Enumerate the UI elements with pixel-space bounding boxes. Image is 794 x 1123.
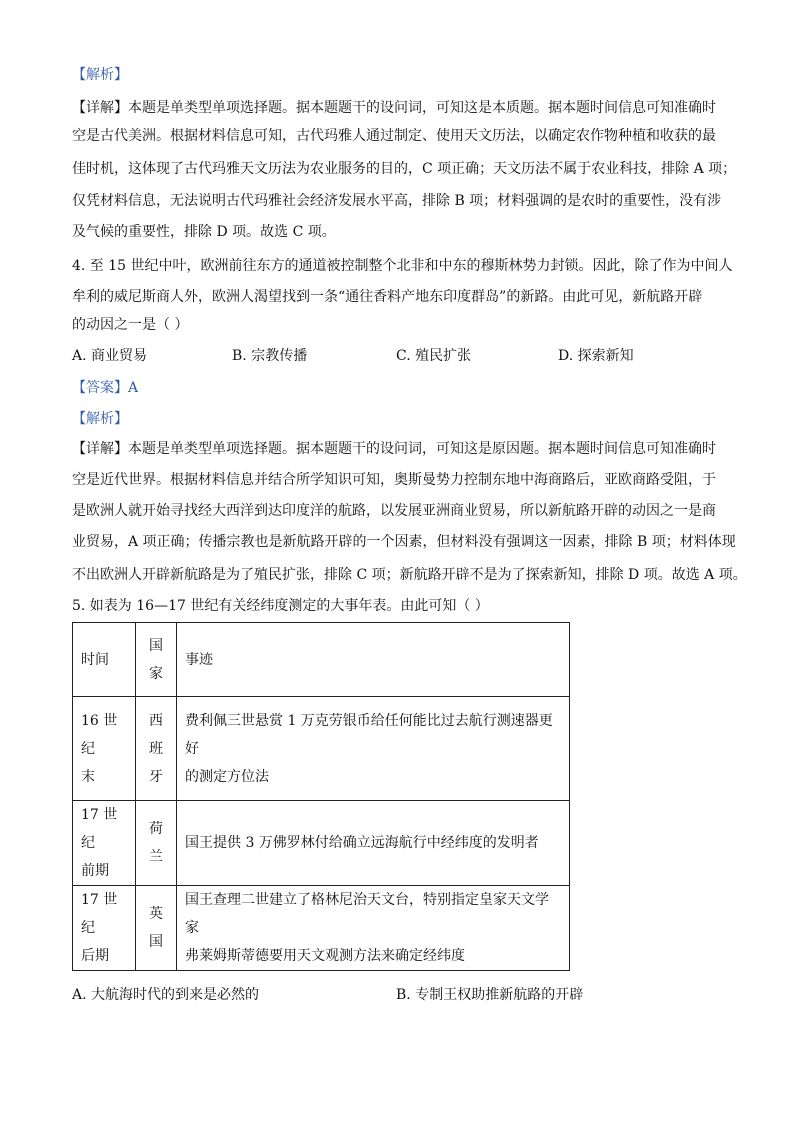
cell-time <box>73 886 136 971</box>
question-4-line: 4. 至 15 世纪中叶，欧洲前往东方的通道被控制整个北非和中东的穆斯林势力封锁。因此，除了作为中间人 <box>72 258 733 274</box>
events-table <box>72 622 570 971</box>
option-c: C. 殖民扩张 <box>396 348 472 364</box>
cell-country <box>136 801 177 886</box>
cell-event <box>177 801 570 886</box>
analysis-tag: 【解析】 <box>72 67 128 83</box>
detail-line: 仅凭材料信息，无法说明古代玛雅社会经济发展水平高，排除 B 项；材料强调的是农时的重要性，没有涉 <box>72 193 722 209</box>
question-5-stem: 5. 如表为 16—17 世纪有关经纬度测定的大事年表。由此可知（ ） <box>72 598 489 614</box>
option-b: B. 专制王权助推新航路的开辟 <box>396 987 584 1003</box>
cell-country <box>136 697 177 801</box>
question-4-line: 的动因之一是（ ） <box>72 317 189 333</box>
option-a: A. 商业贸易 <box>72 348 148 364</box>
header-country <box>136 623 177 697</box>
cell-country-text: 西 班 牙 <box>149 712 163 785</box>
option-b: B. 宗教传播 <box>232 348 308 364</box>
option-d: D. 探索新知 <box>558 348 634 364</box>
table-row <box>73 697 570 801</box>
cell-time <box>73 697 136 801</box>
cell-time <box>73 801 136 886</box>
cell-country <box>136 886 177 971</box>
table-row <box>73 801 570 886</box>
analysis-tag: 【解析】 <box>72 411 128 427</box>
question-5-options <box>72 985 752 1005</box>
header-event <box>177 623 570 697</box>
question-4-line: 牟利的威尼斯商人外，欧洲人渴望找到一条“通往香料产地东印度群岛”的新路。由此可见，新航路开辟 <box>72 289 703 305</box>
detail-line: 空是近代世界。根据材料信息并结合所学知识可知，奥斯曼势力控制东地中海商路后，亚欧商路受阻，于 <box>72 472 716 488</box>
question-4-options <box>72 346 752 366</box>
detail-line: 业贸易，A 项正确；传播宗教也是新航路开辟的一个因素，但材料没有强调这一因素，排除 B 项；材料体现 <box>72 534 736 550</box>
option-a: A. 大航海时代的到来是必然的 <box>72 987 260 1003</box>
cell-country-text: 荷 兰 <box>149 821 163 865</box>
cell-event <box>177 886 570 971</box>
detail-line: 空是古代美洲。根据材料信息可知，古代玛雅人通过制定、使用天文历法，以确定农作物种植和收获的最 <box>72 128 716 144</box>
detail-line: 【详解】本题是单类型单项选择题。据本题题干的设问词，可知这是本质题。据本题时间信息可知准确时 <box>72 100 716 116</box>
header-time <box>73 623 136 697</box>
cell-event-text: 国王查理二世建立了格林尼治天文台，特别指定皇家天文学家 弗莱姆斯蒂德要用天文观测方法来确定经纬度 <box>185 892 549 964</box>
table-header-row <box>73 623 570 697</box>
detail-line: 是欧洲人就开始寻找经大西洋到达印度洋的航路，以发展亚洲商业贸易，所以新航路开辟的动因之一是商 <box>72 503 716 519</box>
cell-event-text: 费利佩三世悬赏 1 万克劳银币给任何能比过去航行测速器更好 的测定方位法 <box>185 712 553 785</box>
detail-line: 不出欧洲人开辟新航路是为了殖民扩张，排除 C 项；新航路开辟不是为了探索新知，排除 D 项。故选 A 项。 <box>72 567 747 583</box>
header-time-label: 时间 <box>81 651 109 668</box>
cell-time-text: 17 世纪 后期 <box>81 892 118 964</box>
cell-time-text: 16 世纪 末 <box>81 712 118 785</box>
header-event-label: 事迹 <box>185 651 213 668</box>
answer-tag: 【答案】A <box>72 380 139 396</box>
table-row <box>73 886 570 971</box>
detail-line: 【详解】本题是单类型单项选择题。据本题题干的设问词，可知这是原因题。据本题时间信息可知准确时 <box>72 441 716 457</box>
cell-event <box>177 697 570 801</box>
cell-event-text: 国王提供 3 万佛罗林付给确立远海航行中经纬度的发明者 <box>185 835 539 851</box>
cell-time-text: 17 世纪 前期 <box>81 807 118 879</box>
header-country-label: 国 家 <box>149 637 163 682</box>
detail-line: 佳时机，这体现了古代玛雅天文历法为农业服务的目的，C 项正确；天文历法不属于农业科技，排除 A 项； <box>72 161 737 177</box>
detail-line: 及气候的重要性，排除 D 项。故选 C 项。 <box>72 224 336 240</box>
cell-country-text: 英 国 <box>149 906 163 950</box>
